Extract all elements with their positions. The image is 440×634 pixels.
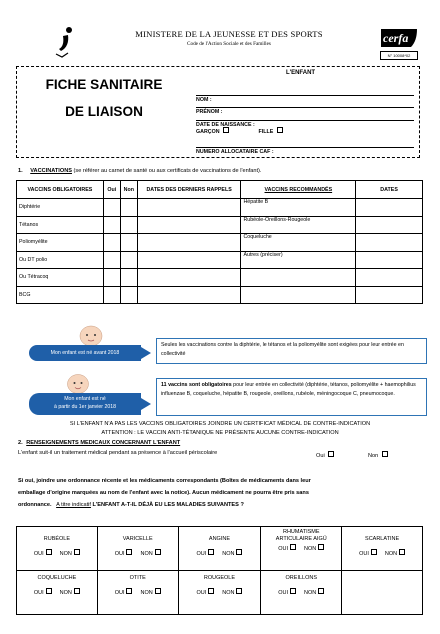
fille-label: FILLE: [258, 129, 274, 135]
form-title-line-2: DE LIAISON: [65, 104, 143, 119]
cell-no[interactable]: [120, 286, 137, 304]
baby-face-icon: [66, 372, 90, 394]
warning-tetanus: ATTENTION : LE VACCIN ANTI-TÉTANIQUE NE PRÉSENTE AUCUNE CONTRE-INDICATION: [101, 430, 339, 436]
cell-no[interactable]: [120, 234, 137, 252]
disease-cell: RUBÉOLE OUI NON: [17, 527, 98, 571]
disease-cell: ROUGEOLE OUI NON: [178, 571, 261, 615]
cell-dates[interactable]: [137, 251, 241, 269]
garcon-label: GARÇON: [196, 129, 220, 135]
recommended-vaccine: Rubéole-Oreillons-Rougeole: [241, 216, 356, 234]
disease-cell: RHUMATISME ARTICULAIRE AIGÜ OUI NON: [261, 527, 342, 571]
disease-name: SCARLATINE: [365, 536, 400, 542]
col-header-yes: Oui: [103, 181, 120, 199]
warning-certificate: SI L'ENFANT N'A PAS LES VACCINS OBLIGATOIRES JOINDRE UN CERTIFICAT MÉDICAL DE CONTRE-INDICATION: [69, 421, 371, 427]
ministry-name: MINISTERE DE LA JEUNESSE ET DES SPORTS: [135, 29, 323, 39]
notice-from-bold: 11 vaccins sont obligatoires: [161, 382, 232, 388]
baby-after-icon: [66, 372, 90, 394]
table-header-row: [17, 181, 423, 199]
medical-heading: [18, 440, 180, 446]
treatment-no: [368, 451, 388, 459]
cell-yes[interactable]: [103, 199, 120, 217]
cell-rec-dates[interactable]: [356, 234, 423, 252]
treatment-yes-label: Oui: [316, 453, 325, 459]
disease-no-checkbox[interactable]: [318, 544, 324, 550]
disease-no-checkbox[interactable]: [236, 588, 242, 594]
section-note: (se référer au carnet de santé ou aux certificats de vaccinations de l'enfant).: [71, 168, 262, 174]
badge-after-line-2: à partir du 1er janvier 2018: [54, 403, 116, 410]
arrow-right-icon: [141, 398, 153, 410]
badge-before-2018: [29, 345, 141, 361]
cell-yes[interactable]: [103, 251, 120, 269]
cell-dates[interactable]: [137, 286, 241, 304]
baby-face-icon: [78, 324, 104, 346]
mandatory-vaccine: BCG: [17, 286, 104, 304]
baby-before-icon: [78, 324, 104, 346]
disease-no-checkbox[interactable]: [155, 588, 161, 594]
table-row: [17, 251, 423, 269]
disease-cell: SCARLATINE OUI NON: [342, 527, 423, 571]
diseases-row-1: [17, 527, 423, 571]
field-caf[interactable]: [196, 140, 414, 155]
field-label: DATE DE NAISSANCE :: [196, 122, 255, 128]
disease-cell: OTITE OUI NON: [97, 571, 178, 615]
ministry-logo-icon: [52, 24, 80, 60]
recommended-vaccine: Hépatite B: [241, 199, 356, 217]
disease-yes-checkbox[interactable]: [290, 544, 296, 550]
ministry-subtitle: Code de l'Action Sociale et des Familles: [187, 41, 271, 47]
cell-dates[interactable]: [137, 234, 241, 252]
col-header-dates: DATES DES DERNIERS RAPPELS: [137, 181, 241, 199]
cell-no[interactable]: [120, 269, 137, 287]
notice-from-text: pour leur entrée en collectivité (diphtérie, tétanos, poliomyélite + haemophilius influenzae B, coqueluche, hépatite B, rougeole, oreillons, rubéole, méningocoque C, pneumocoque.: [161, 382, 416, 397]
disease-yes-checkbox[interactable]: [208, 549, 214, 555]
diseases-row-2: [17, 571, 423, 615]
treatment-no-label: Non: [368, 453, 379, 459]
cell-yes[interactable]: [103, 216, 120, 234]
mandatory-vaccine: Diphtérie: [17, 199, 104, 217]
cell-rec-dates[interactable]: [356, 216, 423, 234]
treatment-no-checkbox[interactable]: [382, 451, 388, 457]
table-row: [17, 269, 423, 287]
cell-rec-dates[interactable]: [356, 269, 423, 287]
table-row: [17, 216, 423, 234]
prescription-line-1: Si oui, joindre une ordonnance récente et les médicaments correspondants (Boîtes de médicaments dans leur: [18, 478, 311, 484]
badge-before-text: Mon enfant est né avant 2018: [50, 350, 120, 356]
garcon-checkbox[interactable]: [223, 127, 229, 133]
badge-after-line-1: Mon enfant est né: [64, 396, 106, 402]
recommended-vaccine: [241, 269, 356, 287]
cell-rec-dates[interactable]: [356, 199, 423, 217]
cell-dates[interactable]: [137, 199, 241, 217]
disease-yes-checkbox[interactable]: [290, 588, 296, 594]
disease-cell: COQUELUCHE OUI NON: [17, 571, 98, 615]
disease-name: COQUELUCHE: [37, 575, 77, 581]
disease-yes-checkbox[interactable]: [371, 549, 377, 555]
indicative-label: A titre indicatif: [56, 502, 91, 508]
prescription-line-3: [18, 502, 244, 508]
mandatory-vaccine: Poliomyélite: [17, 234, 104, 252]
field-label: PRÉNOM :: [196, 109, 223, 115]
cell-yes[interactable]: [103, 286, 120, 304]
recommended-vaccine: Autres (préciser): [241, 251, 356, 269]
disease-name: OTITE: [129, 575, 146, 581]
cell-no[interactable]: [120, 199, 137, 217]
disease-name: RHUMATISME ARTICULAIRE AIGÜ: [275, 529, 327, 542]
prescription-line-2: emballage d'origine marquées au nom de l'enfant avec la notice). Aucun médicament ne pourra être pris sans: [18, 490, 309, 496]
disease-yes-checkbox[interactable]: [46, 549, 52, 555]
vaccination-table: [16, 180, 423, 304]
disease-no-checkbox[interactable]: [399, 549, 405, 555]
section-number: 1.: [18, 168, 23, 174]
disease-name: VARICELLE: [122, 536, 153, 542]
disease-name: OREILLONS: [285, 575, 318, 581]
cerfa-word: cerfa: [383, 31, 409, 45]
disease-cell: VARICELLE OUI NON: [97, 527, 178, 571]
table-row: [17, 234, 423, 252]
disease-cell-empty: [342, 571, 423, 615]
disease-yes-checkbox[interactable]: [126, 588, 132, 594]
prescription-word: ordonnance.: [18, 502, 52, 508]
disease-no-checkbox[interactable]: [155, 549, 161, 555]
field-label: NOM :: [196, 97, 212, 103]
field-date-naissance[interactable]: [196, 113, 414, 128]
disease-cell: OREILLONS OUI NON: [261, 571, 342, 615]
table-row: [17, 199, 423, 217]
disease-yes-checkbox[interactable]: [46, 588, 52, 594]
disease-name: ANGINE: [208, 536, 230, 542]
disease-no-checkbox[interactable]: [236, 549, 242, 555]
mandatory-vaccine: Ou Tétracoq: [17, 269, 104, 287]
gender-row: [196, 127, 283, 135]
col-header-rec-dates: DATES: [356, 181, 423, 199]
cell-no[interactable]: [120, 251, 137, 269]
child-section-header: L'ENFANT: [286, 70, 316, 76]
ministry-logo: [52, 24, 80, 60]
disease-no-checkbox[interactable]: [318, 588, 324, 594]
cell-dates[interactable]: [137, 216, 241, 234]
disease-name: RUBÉOLE: [43, 536, 71, 542]
field-label: NUMERO ALLOCATAIRE CAF :: [196, 149, 274, 155]
cell-rec-dates[interactable]: [356, 286, 423, 304]
col-header-recommended: VACCINS RECOMMANDÉS: [241, 181, 356, 199]
diseases-table: [16, 526, 423, 615]
cell-rec-dates[interactable]: [356, 251, 423, 269]
disease-name: ROUGEOLE: [203, 575, 236, 581]
col-header-mandatory: VACCINS OBLIGATOIRES: [17, 181, 104, 199]
notice-from-2018: [156, 378, 427, 416]
cell-no[interactable]: [120, 216, 137, 234]
recommended-vaccine: [241, 286, 356, 304]
cerfa-number: N° 10008*02: [380, 51, 418, 60]
diseases-question: L'ENFANT A-T-IL DÉJÀ EU LES MALADIES SUIVANTES ?: [90, 502, 244, 508]
mandatory-vaccine: Tétanos: [17, 216, 104, 234]
notice-before-2018: Seules les vaccinations contre la diphtérie, le tétanos et la poliomyélite sont exigées pour leur entrée en collectivité: [156, 338, 427, 364]
treatment-yes-checkbox[interactable]: [328, 451, 334, 457]
treatment-yes: [316, 451, 334, 459]
disease-yes-checkbox[interactable]: [208, 588, 214, 594]
vaccinations-heading: [18, 168, 261, 174]
section-number: 2.: [18, 440, 23, 446]
mandatory-vaccine: Ou DT polio: [17, 251, 104, 269]
form-title-line-1: FICHE SANITAIRE: [45, 77, 163, 92]
ministry-title: [100, 29, 358, 47]
recommended-vaccine: Coqueluche: [241, 234, 356, 252]
disease-yes-checkbox[interactable]: [126, 549, 132, 555]
section-title: VACCINATIONS: [30, 168, 72, 174]
col-header-no: Non: [120, 181, 137, 199]
arrow-right-icon: [141, 347, 153, 359]
treatment-question: L'enfant suit-il un traitement médical pendant sa présence à l'accueil périscolaire: [18, 450, 218, 456]
disease-no-checkbox[interactable]: [74, 549, 80, 555]
table-row: [17, 286, 423, 304]
disease-cell: ANGINE OUI NON: [178, 527, 261, 571]
cell-yes[interactable]: [103, 269, 120, 287]
cerfa-logo: [380, 26, 418, 48]
field-nom[interactable]: [196, 88, 414, 103]
badge-from-2018: [29, 393, 141, 415]
cell-dates[interactable]: [137, 269, 241, 287]
cell-yes[interactable]: [103, 234, 120, 252]
form-title: [24, 77, 184, 119]
disease-no-checkbox[interactable]: [74, 588, 80, 594]
field-prenom[interactable]: [196, 100, 414, 115]
fille-checkbox[interactable]: [277, 127, 283, 133]
section-title: RENSEIGNEMENTS MEDICAUX CONCERNANT L'ENFANT: [26, 440, 181, 446]
